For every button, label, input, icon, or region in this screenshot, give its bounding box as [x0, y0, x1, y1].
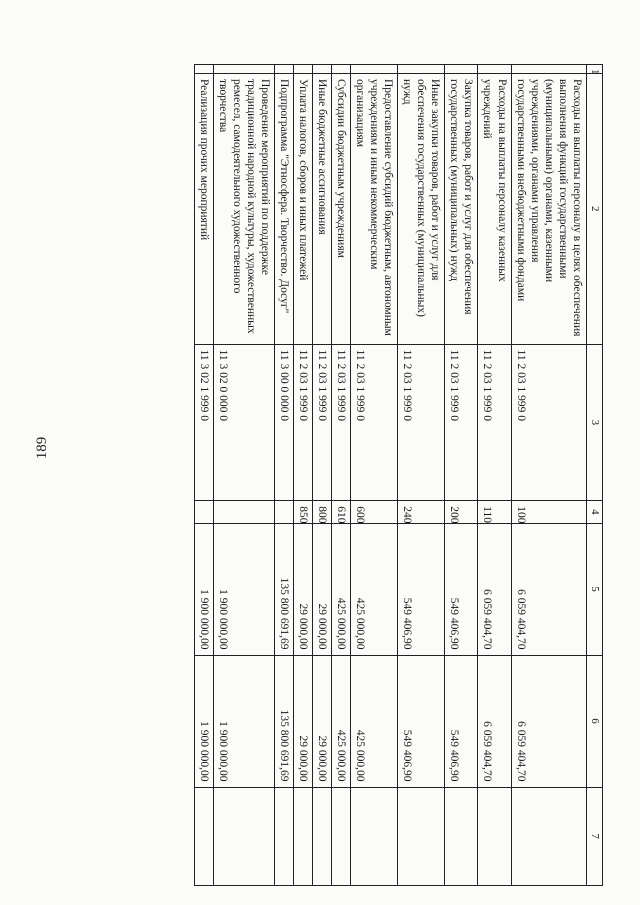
- header-col-1: 1: [586, 65, 602, 74]
- table-row: [511, 65, 586, 886]
- row-amount-col6-cell: 425 000,00: [332, 655, 351, 787]
- row-name-cell: Закупка товаров, работ и услуг для обеспечения государственных (муниципальных) нужд: [445, 73, 478, 344]
- table-header-row: [586, 65, 602, 886]
- row-name-cell: Реализация прочих мероприятий: [195, 73, 214, 344]
- row-code-cell: 11 2 03 1 999 0: [351, 344, 398, 501]
- row-kind-cell: 800: [313, 501, 332, 523]
- row-col7-cell: [294, 787, 313, 885]
- row-col7-cell: [275, 787, 294, 885]
- table-row: [351, 65, 398, 886]
- page-number: 189: [34, 436, 50, 460]
- row-code-cell: 11 2 03 1 999 0: [398, 344, 445, 501]
- row-col7-cell: [445, 787, 478, 885]
- row-spacer-cell: [195, 65, 214, 74]
- row-kind-cell: [214, 501, 275, 523]
- row-amount-col6-cell: 425 000,00: [351, 655, 398, 787]
- row-spacer-cell: [214, 65, 275, 74]
- header-col-6: 6: [586, 655, 602, 787]
- table-body: [195, 65, 586, 886]
- row-kind-cell: 100: [511, 501, 586, 523]
- row-kind-cell: 610: [332, 501, 351, 523]
- row-spacer-cell: [351, 65, 398, 74]
- row-amount-col5-cell: 29 000,00: [294, 523, 313, 655]
- row-col7-cell: [478, 787, 511, 885]
- row-name-cell: Субсидии бюджетным учреждениям: [332, 73, 351, 344]
- row-amount-col5-cell: 425 000,00: [332, 523, 351, 655]
- row-code-cell: 11 2 03 1 999 0: [294, 344, 313, 501]
- row-kind-cell: [195, 501, 214, 523]
- row-name-cell: Расходы на выплаты персоналу казенных учреждений: [478, 73, 511, 344]
- row-kind-cell: 240: [398, 501, 445, 523]
- row-amount-col6-cell: 6 059 404,70: [478, 655, 511, 787]
- row-kind-cell: 600: [351, 501, 398, 523]
- row-code-cell: 11 2 03 1 999 0: [478, 344, 511, 501]
- header-col-4: 4: [586, 501, 602, 523]
- table-row: [294, 65, 313, 886]
- row-amount-col6-cell: 135 800 691,69: [275, 655, 294, 787]
- row-kind-cell: 110: [478, 501, 511, 523]
- row-code-cell: 11 2 03 1 999 0: [332, 344, 351, 501]
- row-amount-col6-cell: 6 059 404,70: [511, 655, 586, 787]
- row-amount-col5-cell: 29 000,00: [313, 523, 332, 655]
- row-name-cell: Уплата налогов, сборов и иных платежей: [294, 73, 313, 344]
- row-kind-cell: [275, 501, 294, 523]
- row-spacer-cell: [294, 65, 313, 74]
- row-name-cell: Предоставление субсидий бюджетным, автономным учреждениям и иным некоммерческим организациям: [351, 73, 398, 344]
- row-spacer-cell: [511, 65, 586, 74]
- row-code-cell: 11 3 00 0 000 0: [275, 344, 294, 501]
- row-code-cell: 11 2 03 1 999 0: [445, 344, 478, 501]
- row-spacer-cell: [332, 65, 351, 74]
- row-spacer-cell: [313, 65, 332, 74]
- row-amount-col5-cell: 1 900 000,00: [195, 523, 214, 655]
- row-amount-col6-cell: 1 900 000,00: [195, 655, 214, 787]
- row-code-cell: 11 3 02 1 999 0: [195, 344, 214, 501]
- row-spacer-cell: [275, 65, 294, 74]
- row-amount-col6-cell: 29 000,00: [313, 655, 332, 787]
- row-name-cell: Иные закупки товаров, работ и услуг для обеспечения государственных (муниципальных) нужд: [398, 73, 445, 344]
- row-kind-cell: 850: [294, 501, 313, 523]
- row-spacer-cell: [478, 65, 511, 74]
- row-amount-col6-cell: 549 406,90: [445, 655, 478, 787]
- row-col7-cell: [511, 787, 586, 885]
- table-row: [313, 65, 332, 886]
- row-amount-col5-cell: 549 406,90: [398, 523, 445, 655]
- row-code-cell: 11 3 02 0 000 0: [214, 344, 275, 501]
- row-code-cell: 11 2 03 1 999 0: [313, 344, 332, 501]
- row-name-cell: Иные бюджетные ассигнования: [313, 73, 332, 344]
- row-amount-col5-cell: 549 406,90: [445, 523, 478, 655]
- table-row: [214, 65, 275, 886]
- row-amount-col5-cell: 6 059 404,70: [511, 523, 586, 655]
- header-col-3: 3: [586, 344, 602, 501]
- row-code-cell: 11 2 03 1 999 0: [511, 344, 586, 501]
- row-amount-col6-cell: 549 406,90: [398, 655, 445, 787]
- row-amount-col5-cell: 1 900 000,00: [214, 523, 275, 655]
- table-row: [398, 65, 445, 886]
- header-col-5: 5: [586, 523, 602, 655]
- table-row: [195, 65, 214, 886]
- table-row: [275, 65, 294, 886]
- row-name-cell: Проведение мероприятий по поддержке традиционной народной культуры, художественных ремесел, самодеятельного художественного творчества: [214, 73, 275, 344]
- table-row: [478, 65, 511, 886]
- row-name-cell: Расходы на выплаты персоналу в целях обеспечения выполнения функций государственными (муниципальными) органами, казенными учреждениями, органами управления государственными внебюджетными фондами: [511, 73, 586, 344]
- row-col7-cell: [351, 787, 398, 885]
- row-col7-cell: [214, 787, 275, 885]
- budget-table: [194, 64, 603, 886]
- row-col7-cell: [313, 787, 332, 885]
- row-name-cell: Подпрограмма "Этносфера. Творчество. Досуг": [275, 73, 294, 344]
- row-amount-col6-cell: 29 000,00: [294, 655, 313, 787]
- rotated-page-content: [58, 64, 603, 886]
- row-amount-col5-cell: 425 000,00: [351, 523, 398, 655]
- row-amount-col6-cell: 1 900 000,00: [214, 655, 275, 787]
- row-kind-cell: 200: [445, 501, 478, 523]
- header-col-7: 7: [586, 787, 602, 885]
- row-col7-cell: [398, 787, 445, 885]
- row-spacer-cell: [398, 65, 445, 74]
- row-col7-cell: [332, 787, 351, 885]
- table-row: [332, 65, 351, 886]
- row-amount-col5-cell: 135 800 691,69: [275, 523, 294, 655]
- row-col7-cell: [195, 787, 214, 885]
- header-col-2: 2: [586, 73, 602, 344]
- row-spacer-cell: [445, 65, 478, 74]
- table-row: [445, 65, 478, 886]
- row-amount-col5-cell: 6 059 404,70: [478, 523, 511, 655]
